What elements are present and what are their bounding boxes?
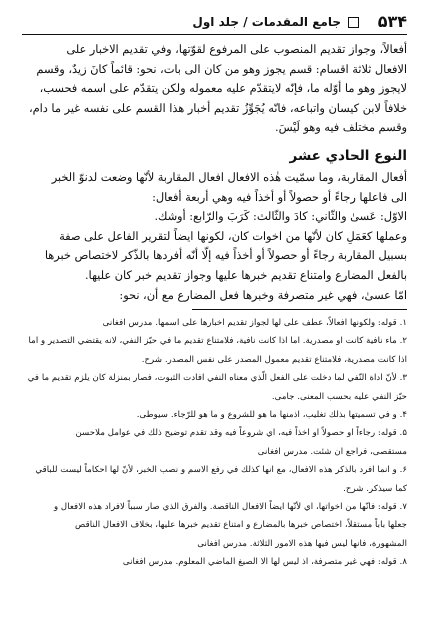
header-rule xyxy=(22,34,407,35)
footnote-line: اذا كانت مصدرية، فلامتناع تقديم معمول المصدر على نفس المصدر. شرح. xyxy=(141,354,407,365)
text-line: بسبيل المقاربة رجاءً أو حصولاً أو أخذاً فيه إلّا أنّه أفردها بالذّكر لاختصاص خبرها xyxy=(44,249,407,263)
footnote-line: ۵. قوله: رجاءاً او حصولاً او اخذاً فيه، اي شروعاً فيه وقد تقدم توضيح ذلك في عوامل ملاحسن xyxy=(75,428,407,439)
footnote-rule xyxy=(192,309,407,310)
main-text xyxy=(22,40,407,305)
text-line: أفعال المقاربة، وما سمّيت هٰذه الافعال افعال المقاربة لأنّها وضعت لدنوّ الخبر xyxy=(51,170,407,184)
text-line: وعملها كعَمَلِ كان لأنّها من اخوات كان، لكونها ايضاً لتقرير الفاعل على صفة xyxy=(59,229,407,243)
footnote-line: كما سيذكر. شرح. xyxy=(343,483,407,494)
section-heading: النوع الحادي عشر xyxy=(289,147,407,164)
text-line: وقسم مختلف فيه وهو لَيْسَ. xyxy=(275,121,407,135)
footnote-line: ۳. لأنّ اداة النّفي لما دخلت على الفعل الّذي معناه النفي افادت الثبوت، فصار بمنزلة كان يلزم تقديم ما في xyxy=(27,373,407,384)
page-number: ۵۳۴ xyxy=(377,12,407,31)
text-line: الاوّل: عَسىٰ والثّاني: كادَ والثّالث: كَرَبَ والرّابع: أوشك. xyxy=(154,210,407,224)
text-line: امّا عسىٰ، فهي غير متصرفة وخبرها فعل المضارع مع أن، نحو: xyxy=(119,288,407,302)
text-line: لايجوز وهو ما أوّله ما، فإنّه لايتقدّم عليه معموله ولكن يتقدّم على اسمه فحسب، xyxy=(39,82,407,96)
footnotes xyxy=(22,314,407,572)
page-header xyxy=(22,14,407,36)
footnote-line: ۲. ماء نافية كانت او مصدرية. اما اذا كانت نافية، فلامتناع تقديم ما في حيّز النفي، لانه يقتضي التصدير و اما xyxy=(28,336,407,347)
footnote-line: ۱. قوله: ولكونها افعالاً، عطف على لها لجواز تقديم اخبارها على اسمها. مدرس افغانی xyxy=(102,318,407,328)
footnote-line: ۶. و انما افرد بالذكر هذه الافعال، مع انها كذلك في رفع الاسم و نصب الخبر، لأنّ لها احكاماً ليست للباقي xyxy=(35,465,407,476)
text-line: الى فاعلها رجاءً أو حصولاً أو أخذاً فيه وهي أربعة أفعال: xyxy=(152,190,407,204)
footnote-line: جعلها باباً مستقلاً، اختصاص خبرها بالمضارع و امتناع تقديم خبرها عليها، بخلاف الافعال الناقص xyxy=(75,520,407,531)
footnote-line: مستقصى، فراجع ان شئت. مدرس افغانی xyxy=(257,446,407,457)
footnote-line: ۴. و في تسميتها بذلك تغليب، اذمنها ما هو للشروع و ما هو للرّجاء. سيوطی. xyxy=(136,410,407,421)
footnote-line: حيّز النفي عليه بحسب المعنى. جامی. xyxy=(271,391,407,402)
footnote-line: ۸. قوله: فهي غير متصرفة، اذ ليس لها الا الصيغ الماضي المعلوم. مدرس افغانی xyxy=(122,557,407,568)
running-title: جامع المقدمات / جلد اول xyxy=(192,15,341,29)
text-line: الافعال ثلاثة اقسام: قسم يجوز وهو من كان الى بات، نحو: قائماً كانَ زيدٌ، وقسم xyxy=(36,62,407,76)
text-line: خلافاً لابن كيسان واتباعه، فانّه يُجَوِّزُ تقديم أخبار هذا القسم على نفسه غير ما دام، xyxy=(29,101,407,115)
header-square-icon xyxy=(348,17,359,28)
footnote-line: المشهورة، فانها ليس فيها هذه الامور الثلاثة. مدرس افغانی xyxy=(197,538,407,549)
footnote-line: ۷. قوله: فانّها من اخواتها، اي لأنّها ايضاً الافعال الناقصة. والفرق الذي صار سبباً لافراد هذه الافعال و xyxy=(53,502,407,513)
text-line: أفعالاً، وجواز تقديم المنصوب على المرفوع لقوّتها، وفي تقديم الاخبار على xyxy=(66,43,407,56)
text-line: بالفعل المضارع وامتناع تقديم خبرها عليها وجواز تقديم خبر كان عليها. xyxy=(84,268,407,282)
